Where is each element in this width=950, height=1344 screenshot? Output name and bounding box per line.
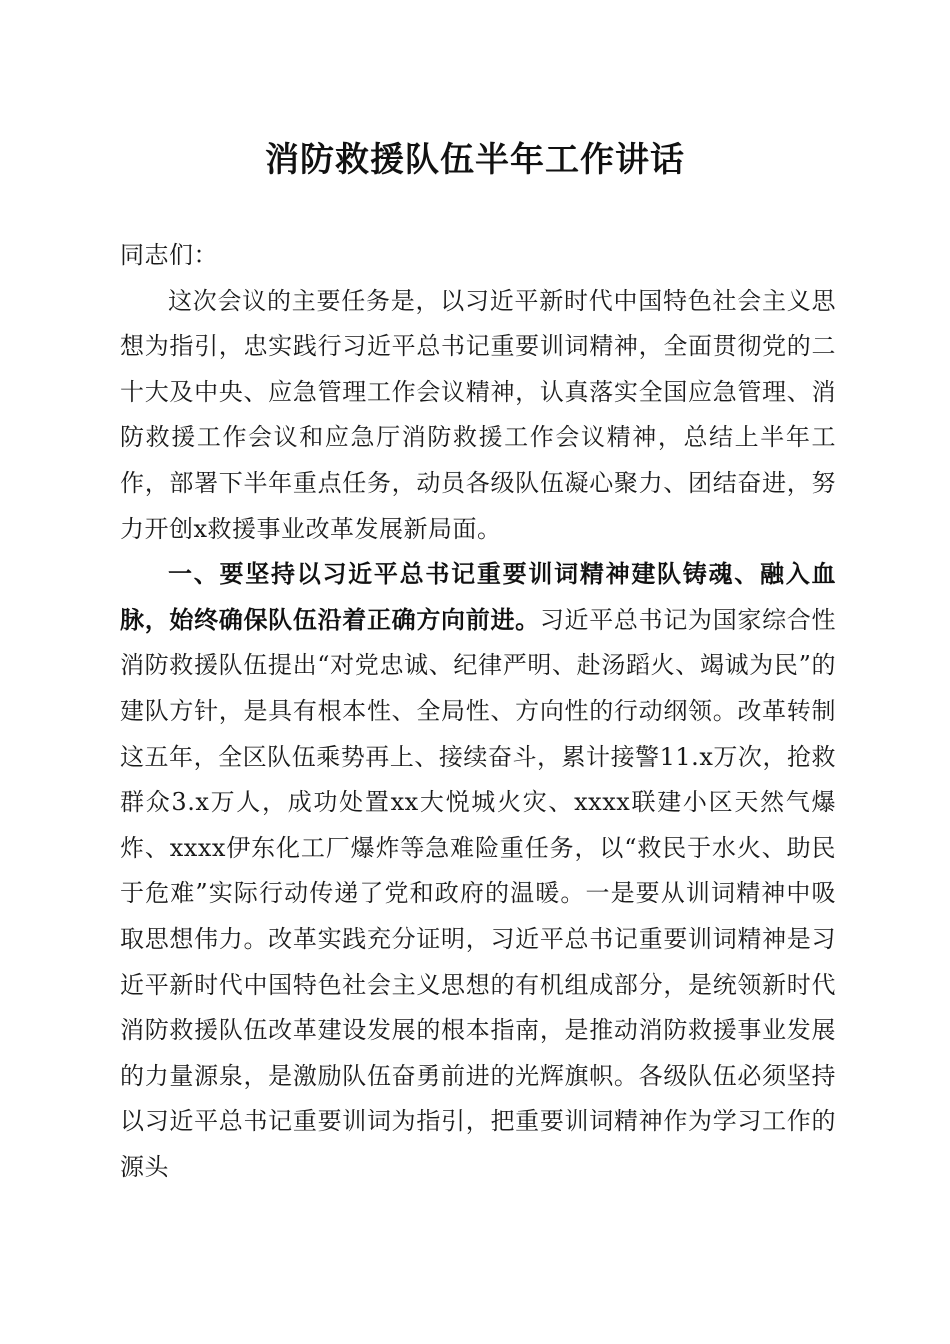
document-body <box>120 233 836 1190</box>
salutation: 同志们： <box>120 241 218 269</box>
intro-paragraph: 这次会议的主要任务是，以习近平新时代中国特色社会主义思想为指引，忠实践行习近平总书记重要训词精神，全面贯彻党的二十大及中央、应急管理工作会议精神，认真落实全国应急管理、消防救援工作会议和应急厅消防救援工作会议精神，总结上半年工作，部署下半年重点任务，动员各级队伍凝心聚力、团结奋进，努力开创x救援事业改革发展新局面。 <box>120 286 836 543</box>
document-title: 消防救援队伍半年工作讲话 <box>265 140 685 180</box>
section-1-heading: 一、要坚持以习近平总书记重要训词精神建队铸魂、融入血脉，始终确保队伍沿着正确方向前进。 <box>120 560 836 634</box>
section-1-body: 习近平总书记为国家综合性消防救援队伍提出“对党忠诚、纪律严明、赴汤蹈火、竭诚为民”的建队方针，是具有根本性、全局性、方向性的行动纲领。改革转制这五年，全区队伍乘势再上、接续奋斗，累计接警11.x万次，抢救群众3.x万人，成功处置xx大悦城火灾、xxxx联建小区天然气爆炸、xxxx伊东化工厂爆炸等急难险重任务，以“救民于水火、助民于危难”实际行动传递了党和政府的温暖。一是要从训词精神中吸取思想伟力。改革实践充分证明，习近平总书记重要训词精神是习近平新时代中国特色社会主义思想的有机组成部分，是统领新时代消防救援队伍改革建设发展的根本指南，是推动消防救援事业发展的力量源泉，是激励队伍奋勇前进的光辉旗帜。各级队伍必须坚持以习近平总书记重要训词为指引，把重要训词精神作为学习工作的源头 <box>120 605 837 1181</box>
section-1-paragraph <box>120 552 836 1190</box>
